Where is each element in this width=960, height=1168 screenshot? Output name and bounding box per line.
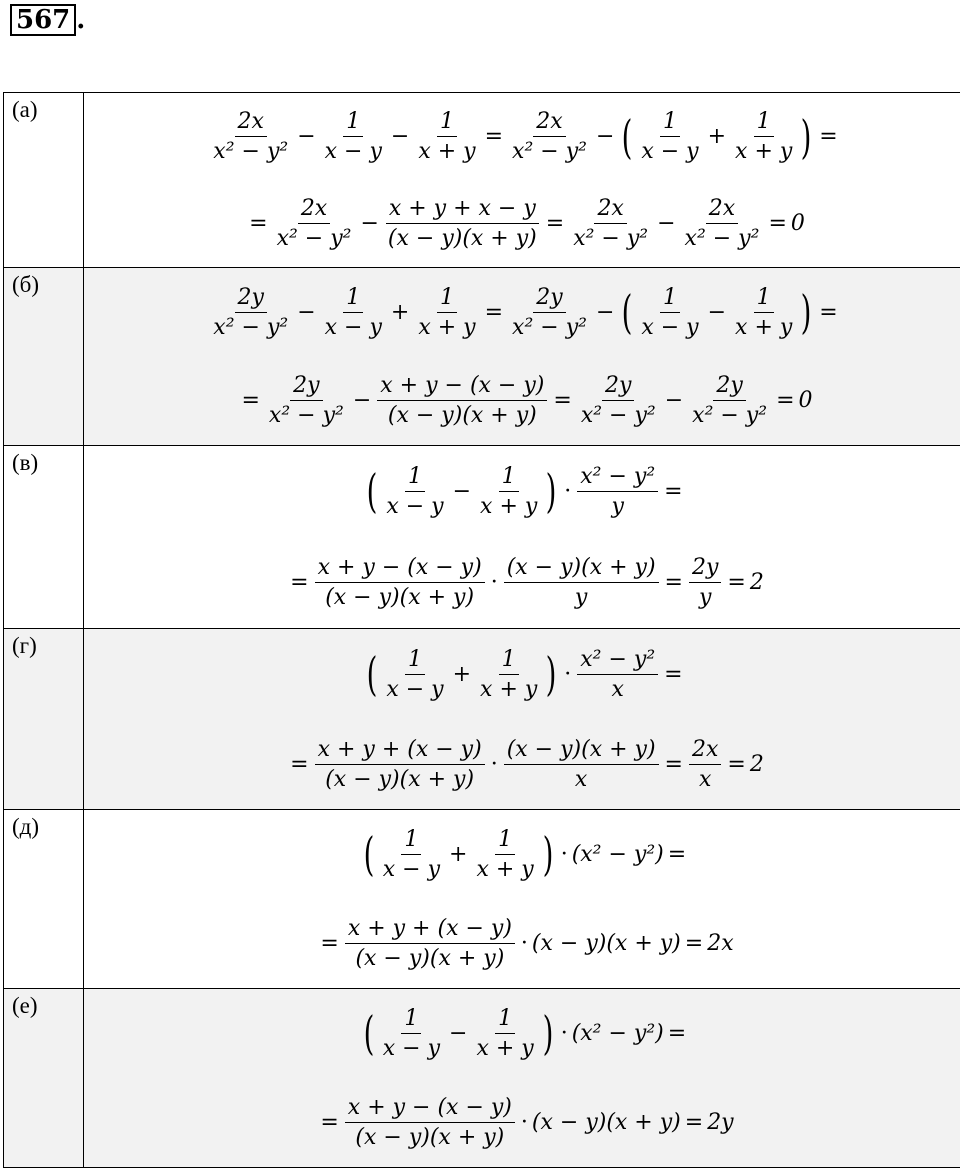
- numerator: 1: [401, 827, 421, 855]
- math-cell: [84, 93, 960, 268]
- operator: −: [596, 124, 614, 149]
- math-text: (x − y)(x + y): [532, 1110, 681, 1135]
- denominator: x − y: [322, 137, 385, 164]
- equation-line: [84, 1077, 960, 1167]
- numerator: (x − y)(x + y): [504, 737, 659, 765]
- problem-number-box: 567: [10, 4, 76, 36]
- problem-number: [10, 4, 85, 36]
- solution-table: [3, 92, 960, 1168]
- operator: =: [776, 388, 794, 413]
- operator: ·: [491, 570, 498, 595]
- fraction: [689, 737, 721, 792]
- numerator: 1: [437, 285, 457, 313]
- numerator: x + y + x − y: [386, 196, 539, 224]
- denominator: (x − y)(x + y): [352, 1123, 507, 1150]
- equation-line: [84, 810, 960, 898]
- operator: =: [249, 211, 267, 236]
- denominator: x − y: [638, 313, 701, 340]
- operator: =: [485, 124, 503, 149]
- operator: =: [727, 752, 745, 777]
- numerator: x + y − (x − y): [377, 373, 547, 401]
- denominator: x − y: [638, 137, 701, 164]
- math-text: 2: [750, 752, 764, 777]
- fraction: [274, 196, 355, 251]
- fraction: [477, 647, 540, 702]
- solution-row: [4, 989, 960, 1168]
- denominator: x − y: [380, 855, 443, 882]
- fraction: [473, 827, 536, 882]
- fraction: [322, 109, 385, 164]
- equation-line: [84, 268, 960, 356]
- operator: −: [297, 300, 315, 325]
- denominator: x: [696, 765, 714, 792]
- operator: ·: [564, 662, 571, 687]
- numerator: x² − y²: [577, 464, 658, 492]
- operator: =: [553, 388, 571, 413]
- math-cell: [84, 268, 960, 446]
- fraction: [689, 373, 770, 428]
- right-paren: ): [542, 831, 553, 877]
- math-text: 0: [799, 388, 813, 413]
- numerator: x + y − (x − y): [345, 1095, 515, 1123]
- denominator: x + y: [473, 1034, 536, 1061]
- row-label: (г): [4, 629, 84, 810]
- fraction: [577, 464, 658, 519]
- operator: =: [668, 842, 686, 867]
- denominator: x − y: [322, 313, 385, 340]
- denominator: (x − y)(x + y): [385, 401, 540, 428]
- fraction: [315, 555, 485, 610]
- operator: =: [768, 211, 786, 236]
- right-paren: ): [542, 1010, 553, 1056]
- equation-line: [84, 898, 960, 988]
- fraction: [266, 373, 347, 428]
- fraction: [380, 1006, 443, 1061]
- denominator: x + y: [473, 855, 536, 882]
- problem-number-suffix: .: [76, 5, 85, 35]
- denominator: (x − y)(x + y): [385, 224, 540, 251]
- fraction: [377, 373, 547, 428]
- operator: =: [290, 752, 308, 777]
- denominator: x² − y²: [210, 137, 291, 164]
- numerator: 1: [754, 285, 774, 313]
- numerator: 2y: [713, 373, 745, 401]
- equation-line: [84, 536, 960, 628]
- fraction: [732, 285, 795, 340]
- fraction: [682, 196, 763, 251]
- equation-line: [84, 989, 960, 1077]
- math-cell: [84, 629, 960, 810]
- fraction: [638, 109, 701, 164]
- numerator: 2x: [594, 196, 626, 224]
- denominator: x + y: [477, 675, 540, 702]
- numerator: 1: [401, 1006, 421, 1034]
- numerator: 1: [495, 827, 515, 855]
- math-cell: [84, 446, 960, 629]
- equation-line: [84, 629, 960, 719]
- solution-row: [4, 810, 960, 989]
- solution-row: [4, 268, 960, 446]
- operator: =: [290, 570, 308, 595]
- operator: −: [449, 1021, 467, 1046]
- numerator: 1: [405, 647, 425, 675]
- fraction: [577, 647, 658, 702]
- numerator: 1: [754, 109, 774, 137]
- math-text: (x − y)(x + y): [532, 931, 681, 956]
- numerator: 1: [437, 109, 457, 137]
- operator: −: [665, 388, 683, 413]
- right-paren: ): [546, 651, 557, 697]
- right-paren: ): [801, 114, 812, 160]
- left-paren: (: [367, 651, 378, 697]
- denominator: x + y: [415, 137, 478, 164]
- denominator: x: [572, 765, 590, 792]
- math-text: (x² − y²): [572, 1021, 664, 1046]
- numerator: 1: [499, 647, 519, 675]
- denominator: y: [609, 492, 627, 519]
- operator: =: [685, 931, 703, 956]
- denominator: (x − y)(x + y): [322, 583, 477, 610]
- operator: =: [320, 1110, 338, 1135]
- left-paren: (: [363, 831, 374, 877]
- denominator: x + y: [415, 313, 478, 340]
- left-paren: (: [622, 114, 633, 160]
- numerator: 2y: [235, 285, 267, 313]
- numerator: 1: [660, 109, 680, 137]
- denominator: x² − y²: [689, 401, 770, 428]
- fraction: [210, 109, 291, 164]
- operator: =: [664, 479, 682, 504]
- math-cell: [84, 810, 960, 989]
- operator: =: [665, 752, 683, 777]
- fraction: [383, 647, 446, 702]
- left-paren: (: [367, 468, 378, 514]
- denominator: x² − y²: [578, 401, 659, 428]
- operator: =: [668, 1021, 686, 1046]
- numerator: (x − y)(x + y): [504, 555, 659, 583]
- operator: −: [657, 211, 675, 236]
- row-label: (в): [4, 446, 84, 629]
- fraction: [315, 737, 485, 792]
- operator: =: [727, 570, 745, 595]
- numerator: 1: [405, 464, 425, 492]
- operator: =: [320, 931, 338, 956]
- math-text: 2: [750, 570, 764, 595]
- equation-line: [84, 356, 960, 445]
- denominator: x² − y²: [266, 401, 347, 428]
- fraction: [473, 1006, 536, 1061]
- equation-line: [84, 719, 960, 809]
- operator: −: [360, 211, 378, 236]
- denominator: x − y: [380, 1034, 443, 1061]
- solution-row: [4, 446, 960, 629]
- denominator: x² − y²: [509, 137, 590, 164]
- denominator: x + y: [732, 137, 795, 164]
- numerator: 2y: [533, 285, 565, 313]
- operator: ·: [521, 1110, 528, 1135]
- denominator: (x − y)(x + y): [352, 944, 507, 971]
- solution-row: [4, 629, 960, 810]
- numerator: 1: [343, 109, 363, 137]
- denominator: x: [609, 675, 627, 702]
- fraction: [415, 109, 478, 164]
- denominator: x² − y²: [509, 313, 590, 340]
- denominator: (x − y)(x + y): [322, 765, 477, 792]
- operator: =: [685, 1110, 703, 1135]
- row-label: (д): [4, 810, 84, 989]
- math-text: (x² − y²): [572, 842, 664, 867]
- operator: −: [391, 124, 409, 149]
- numerator: 2y: [290, 373, 322, 401]
- solution-row: [4, 93, 960, 268]
- equation-line: [84, 180, 960, 267]
- row-label: (а): [4, 93, 84, 268]
- fraction: [578, 373, 659, 428]
- numerator: 1: [499, 464, 519, 492]
- fraction: [477, 464, 540, 519]
- fraction: [322, 285, 385, 340]
- operator: =: [819, 124, 837, 149]
- math-cell: [84, 989, 960, 1168]
- right-paren: ): [801, 289, 812, 335]
- fraction: [689, 555, 721, 610]
- operator: ·: [564, 479, 571, 504]
- denominator: x + y: [477, 492, 540, 519]
- operator: ·: [521, 931, 528, 956]
- operator: =: [664, 662, 682, 687]
- fraction: [380, 827, 443, 882]
- operator: −: [596, 300, 614, 325]
- row-label: (е): [4, 989, 84, 1168]
- numerator: 2y: [689, 555, 721, 583]
- operator: −: [708, 300, 726, 325]
- numerator: x + y − (x − y): [315, 555, 485, 583]
- numerator: x + y + (x − y): [315, 737, 485, 765]
- denominator: x² − y²: [570, 224, 651, 251]
- equation-line: [84, 93, 960, 180]
- denominator: x − y: [383, 492, 446, 519]
- numerator: 2y: [602, 373, 634, 401]
- operator: +: [708, 124, 726, 149]
- fraction: [415, 285, 478, 340]
- denominator: x − y: [383, 675, 446, 702]
- fraction: [509, 109, 590, 164]
- fraction: [383, 464, 446, 519]
- fraction: [504, 737, 659, 792]
- fraction: [210, 285, 291, 340]
- denominator: y: [572, 583, 590, 610]
- numerator: 1: [660, 285, 680, 313]
- fraction: [385, 196, 540, 251]
- numerator: 1: [343, 285, 363, 313]
- denominator: x² − y²: [210, 313, 291, 340]
- numerator: 1: [495, 1006, 515, 1034]
- math-text: 0: [791, 211, 805, 236]
- fraction: [504, 555, 659, 610]
- operator: +: [453, 662, 471, 687]
- operator: −: [353, 388, 371, 413]
- numerator: x² − y²: [577, 647, 658, 675]
- operator: =: [241, 388, 259, 413]
- operator: =: [485, 300, 503, 325]
- equation-line: [84, 446, 960, 536]
- left-paren: (: [622, 289, 633, 335]
- operator: ·: [491, 752, 498, 777]
- numerator: 2x: [689, 737, 721, 765]
- row-label: (б): [4, 268, 84, 446]
- numerator: 2x: [533, 109, 565, 137]
- left-paren: (: [363, 1010, 374, 1056]
- math-text: 2y: [707, 1110, 733, 1135]
- numerator: 2x: [235, 109, 267, 137]
- fraction: [570, 196, 651, 251]
- operator: =: [665, 570, 683, 595]
- right-paren: ): [546, 468, 557, 514]
- operator: +: [391, 300, 409, 325]
- denominator: x² − y²: [682, 224, 763, 251]
- fraction: [732, 109, 795, 164]
- fraction: [509, 285, 590, 340]
- operator: ·: [561, 1021, 568, 1046]
- fraction: [638, 285, 701, 340]
- math-text: 2x: [707, 931, 733, 956]
- numerator: 2x: [298, 196, 330, 224]
- fraction: [345, 1095, 515, 1150]
- fraction: [345, 916, 515, 971]
- numerator: x + y + (x − y): [345, 916, 515, 944]
- operator: +: [449, 842, 467, 867]
- operator: =: [819, 300, 837, 325]
- operator: −: [453, 479, 471, 504]
- denominator: x² − y²: [274, 224, 355, 251]
- operator: =: [546, 211, 564, 236]
- operator: ·: [561, 842, 568, 867]
- operator: −: [297, 124, 315, 149]
- denominator: x + y: [732, 313, 795, 340]
- numerator: 2x: [706, 196, 738, 224]
- denominator: y: [696, 583, 714, 610]
